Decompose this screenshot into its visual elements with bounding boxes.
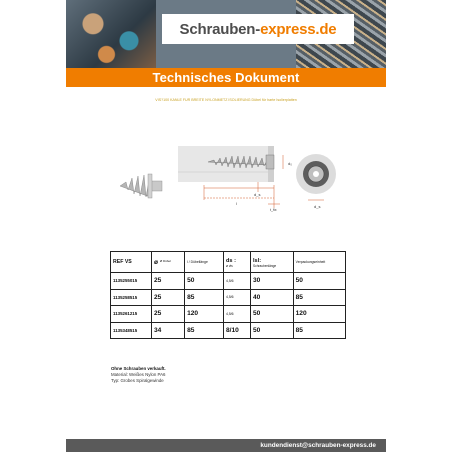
product-subtitle: VIS?100 KANLE FUR BREITE NYLONMETZ ISOLIERUNG Dübel für harte Isolierplatten xyxy=(155,98,297,102)
label-d0: d₀ xyxy=(288,161,292,166)
note-sold-without-screws: Ohne Schrauben verkauft. xyxy=(111,366,166,371)
label-ds: d_s xyxy=(254,192,261,197)
tools-photo xyxy=(66,0,156,68)
technical-drawing xyxy=(118,138,358,228)
dowel-side-view xyxy=(120,174,162,198)
header-diameter: ø $^{Ø Dübel}$ xyxy=(152,252,185,273)
dowel-front-view xyxy=(296,154,336,200)
document-title: Technisches Dokument xyxy=(152,70,300,85)
brand-logo[interactable] xyxy=(162,14,354,44)
table-row: 1135261215 25 120 4,5/6 50 120 xyxy=(111,306,346,323)
note-material: Material: Weißes Nylon PA6 xyxy=(111,372,166,378)
table-row: 1135258515 25 85 4,5/6 40 85 xyxy=(111,289,346,306)
label-l: l xyxy=(236,201,237,206)
document-title-banner xyxy=(66,68,386,87)
logo-text-part2: express.de xyxy=(260,20,337,38)
label-ds-front: d_s xyxy=(314,204,321,209)
header-packaging: Verpackungseinheit xyxy=(293,252,345,273)
product-notes xyxy=(111,366,166,385)
header-length: l / Dübellänge xyxy=(185,252,224,273)
table-row: 1135348515 34 85 8/10 50 85 xyxy=(111,322,346,339)
support-email-link[interactable]: kundendienst@schrauben-express.de xyxy=(260,442,376,449)
header-ref: REF VS xyxy=(111,252,152,273)
header-image-strip xyxy=(66,0,386,68)
note-type: Typ: Grobes Spiralgewinde xyxy=(111,378,164,384)
header-screw-diameter: ds : ø vis xyxy=(224,252,251,273)
footer-bar xyxy=(66,439,386,452)
specification-table xyxy=(110,251,346,339)
table-header-row xyxy=(111,252,346,273)
logo-text-part1: Schrauben- xyxy=(179,20,261,38)
label-tfix: t_fix xyxy=(270,208,277,212)
header-screw-length: lsl: Schraubenlänge xyxy=(250,252,293,273)
table-row: 1135255015 25 50 4,5/6 30 50 xyxy=(111,273,346,290)
